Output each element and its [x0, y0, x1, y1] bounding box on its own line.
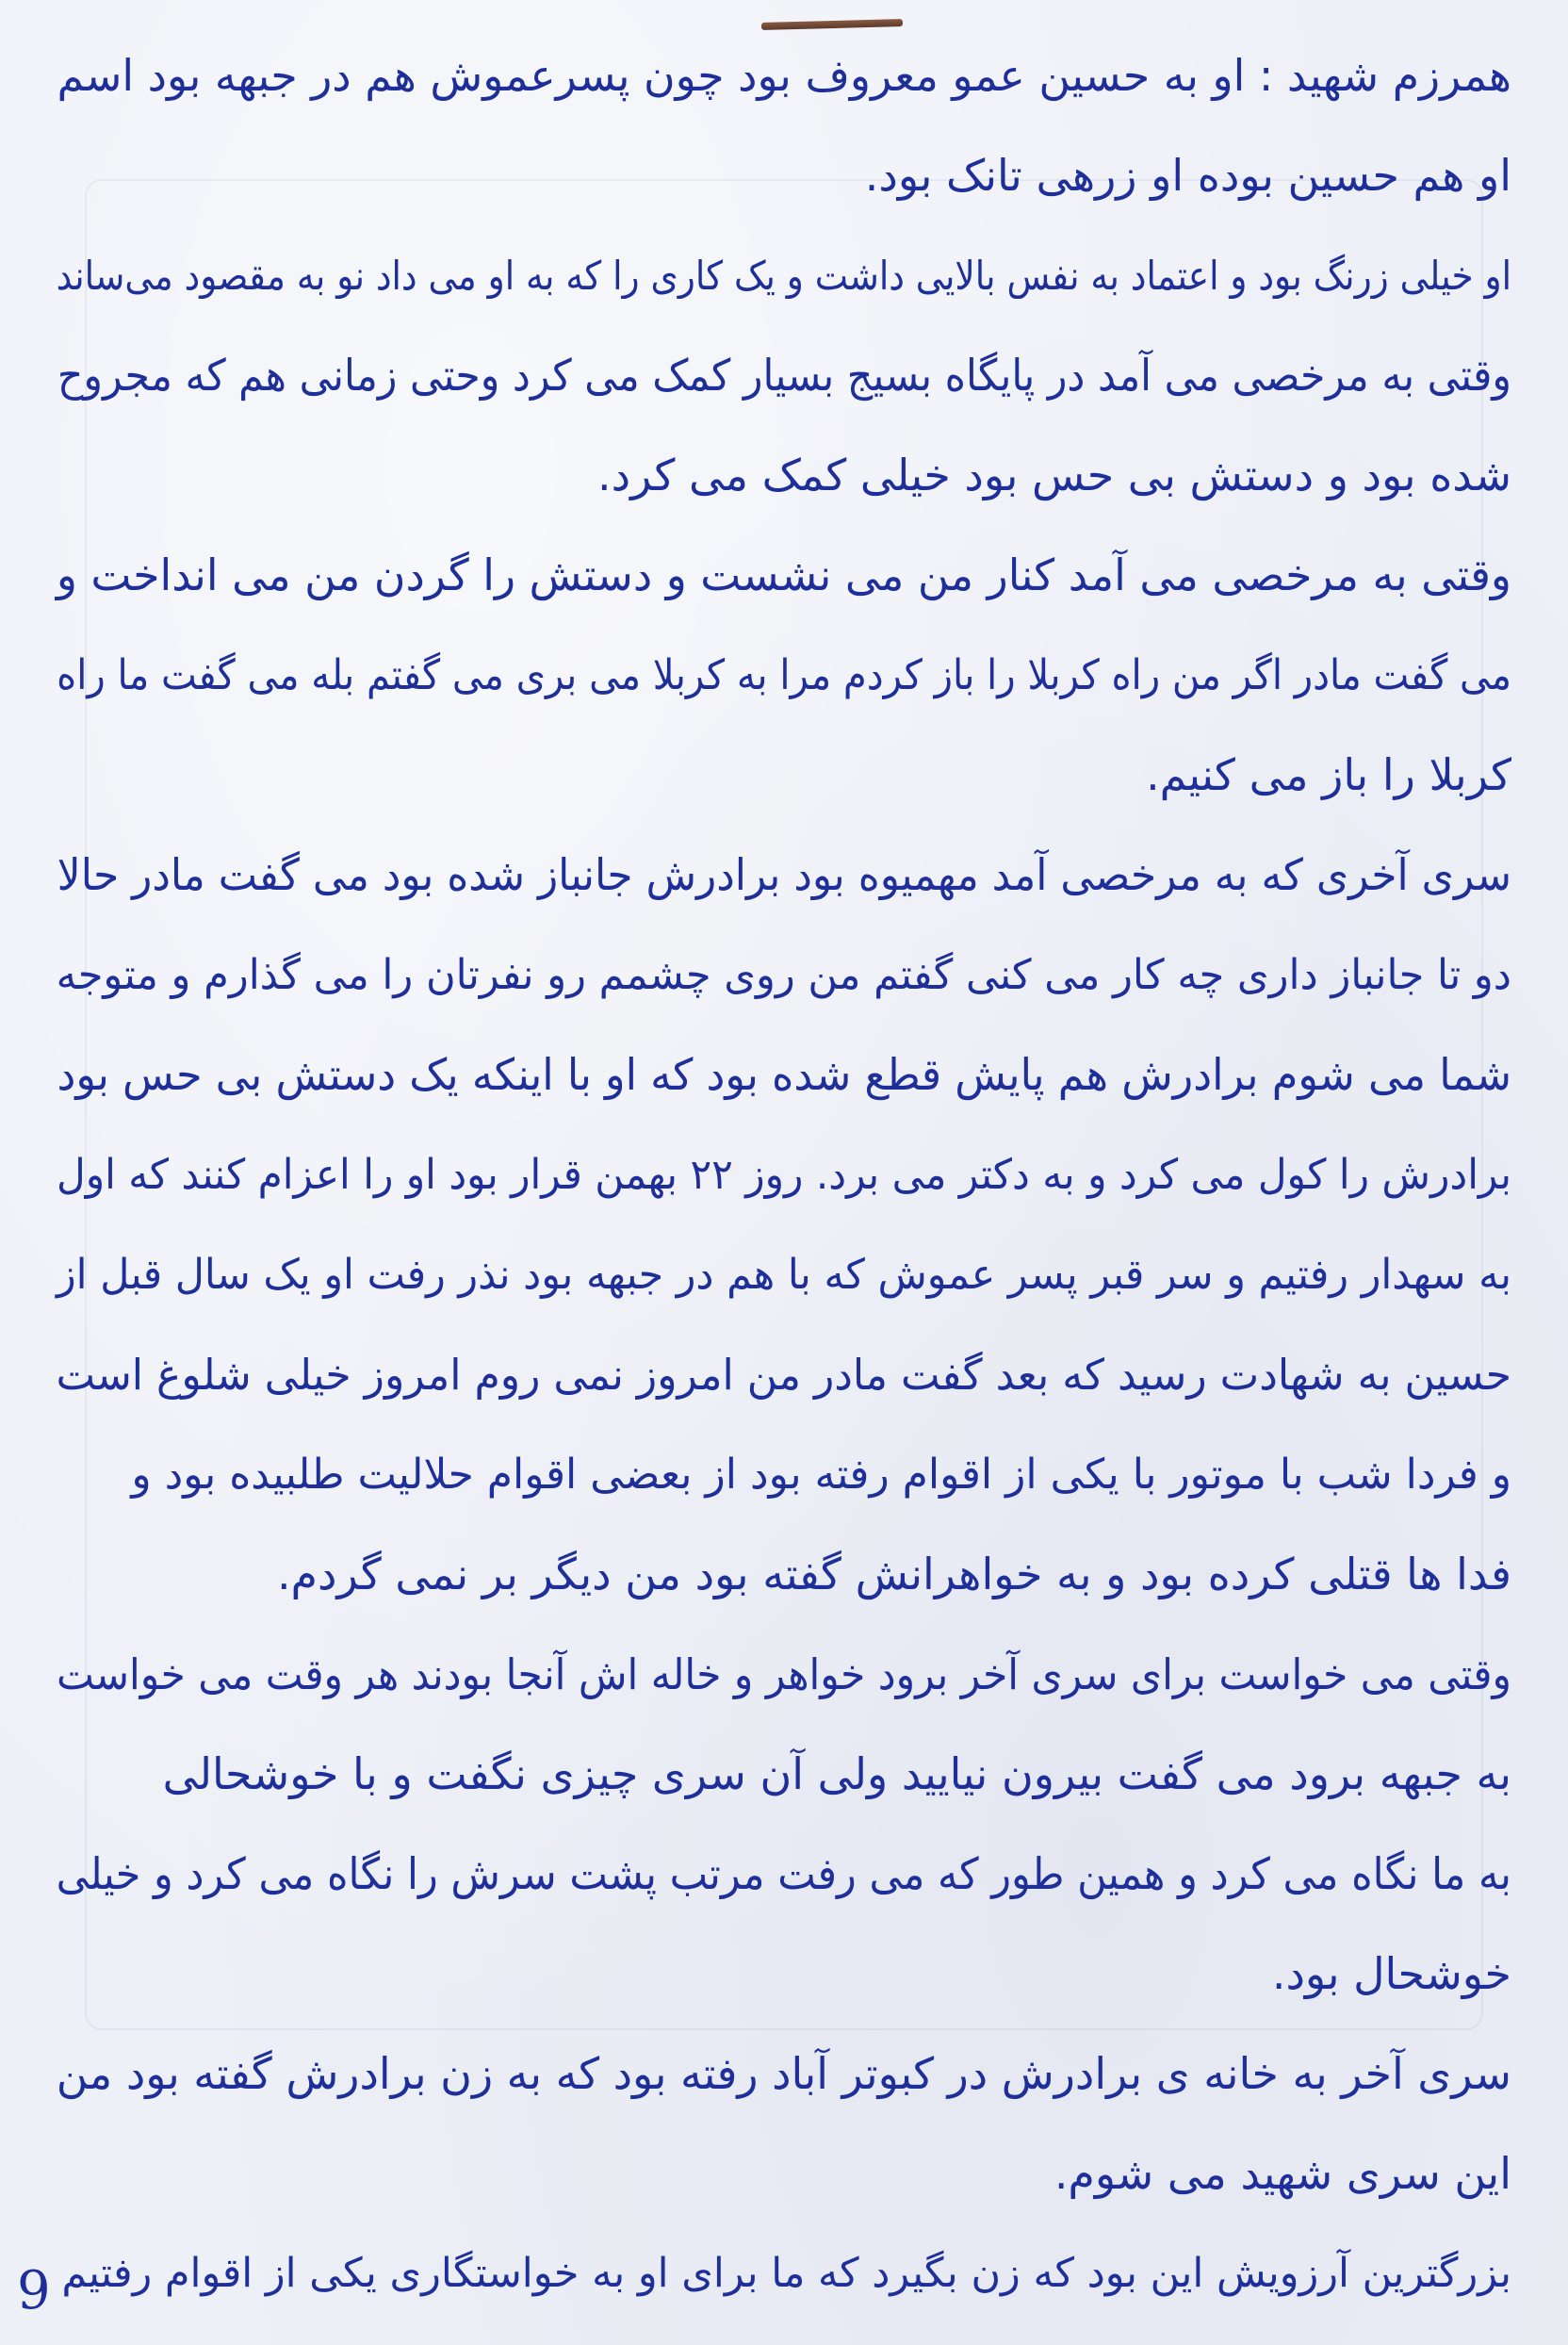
- text-line: به سهدار رفتیم و سر قبر پسر عموش که با هم در جبهه بود نذر رفت او یک سال قبل از: [56, 1250, 1511, 1299]
- text-line: به جبهه برود می گفت بیرون نیایید ولی آن سری چیزی نگفت و با خوشحالی: [162, 1748, 1511, 1800]
- text-line: این سری شهید می شوم.: [1054, 2148, 1511, 2200]
- handwritten-text: [57, 26, 1511, 2324]
- text-line: او خیلی زرنگ بود و اعتماد به نفس بالایی داشت و یک کاری را که به او می داد نو به مقصود می‌ساند: [56, 252, 1512, 299]
- text-line: و فردا شب با موتور با یکی از اقوام رفته بود از بعضی اقوام حلالیت طلبیده بود و: [131, 1450, 1511, 1499]
- text-line: بزرگترین آرزویش این بود که زن بگیرد که ما برای او به خواستگاری یکی از اقوام رفتیم: [61, 2250, 1511, 2298]
- text-line: شده بود و دستش بی حس بود خیلی کمک می کرد.: [596, 450, 1511, 501]
- text-line: به ما نگاه می کرد و همین طور که می رفت مرتب پشت سرش را نگاه می کرد و خیلی: [56, 1848, 1512, 1900]
- text-line: خوشحال بود.: [1271, 1948, 1511, 2000]
- text-line: او هم حسین بوده او زرهی تانک بود.: [864, 150, 1511, 202]
- text-line: کربلا را باز می کنیم.: [1146, 749, 1511, 801]
- text-line: وقتی به مرخصی می آمد کنار من می نشست و دستش را گردن من می انداخت و: [56, 549, 1512, 601]
- text-line: برادرش را کول می کرد و به دکتر می برد. روز ۲۲ بهمن قرار بود او را اعزام کنند که اول: [57, 1150, 1511, 1199]
- text-line: می گفت مادر اگر من راه کربلا را باز کردم مرا به کربلا می بری می گفتم بله می گفت ما راه: [57, 650, 1511, 699]
- text-line: فدا ها قتلی کرده بود و به خواهرانش گفته بود من دیگر بر نمی گردم.: [276, 1549, 1511, 1600]
- text-line: همرزم شهید : او به حسین عمو معروف بود چون پسرعموش هم در جبهه بود اسم: [57, 50, 1512, 102]
- text-line: وقتی می خواست برای سری آخر برود خواهر و خاله اش آنجا بودند هر وقت می خواست: [56, 1649, 1512, 1699]
- text-line: وقتی به مرخصی می آمد در پایگاه بسیج بسیار کمک می کرد وحتی زمانی هم که مجروح: [57, 350, 1511, 402]
- page-number: 9: [17, 2260, 51, 2321]
- text-line: حسین به شهادت رسید که بعد گفت مادر من امروز نمی روم امروز خیلی شلوغ است: [56, 1350, 1511, 1400]
- text-line: سری آخری که به مرخصی آمد مهمیوه بود برادرش جانباز شده بود می گفت مادر حالا: [57, 849, 1512, 901]
- text-line: شما می شوم برادرش هم پایش قطع شده بود که او با اینکه یک دستش بی حس بود: [57, 1049, 1511, 1101]
- text-line: سری آخر به خانه ی برادرش در کبوتر آباد رفته بود که به زن برادرش گفته بود من: [56, 2048, 1511, 2100]
- text-line: دو تا جانباز داری چه کار می کنی گفتم من روی چشمم رو نفرتان را می گذارم و متوجه: [56, 950, 1511, 999]
